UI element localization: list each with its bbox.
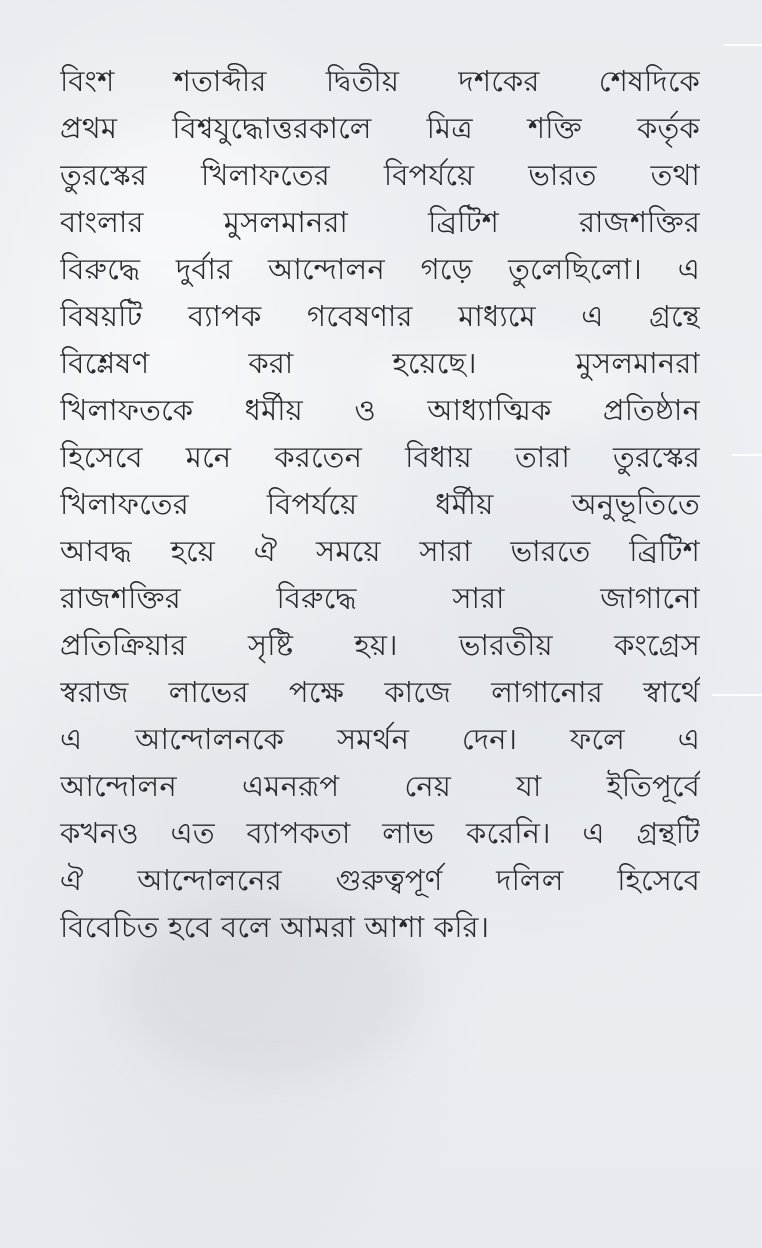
- blurb-line: আন্দোলন এমনরূপ নেয় যা ইতিপূর্বে: [60, 769, 700, 803]
- blurb-line: তুরস্কের খিলাফতের বিপর্যয়ে ভারত তথা: [60, 158, 700, 192]
- blurb-line: খিলাফতকে ধর্মীয় ও আধ্যাত্মিক প্রতিষ্ঠান: [60, 393, 700, 427]
- wrap-edge: [724, 44, 762, 46]
- blurb-line: ঐ আন্দোলনের গুরুত্বপূর্ণ দলিল হিসেবে: [60, 863, 700, 897]
- blurb-line: বিংশ শতাব্দীর দ্বিতীয় দশকের শেষদিকে: [60, 64, 700, 98]
- book-blurb: [60, 58, 700, 1018]
- blurb-line: এ আন্দোলনকে সমর্থন দেন। ফলে এ: [60, 722, 700, 756]
- blurb-line: রাজশক্তির বিরুদ্ধে সারা জাগানো: [60, 581, 700, 615]
- blurb-line: বিশ্লেষণ করা হয়েছে। মুসলমানরা: [60, 346, 700, 380]
- blurb-line: হিসেবে মনে করতেন বিধায় তারা তুরস্কের: [60, 440, 700, 474]
- blurb-line: বিবেচিত হবে বলে আমরা আশা করি।: [60, 910, 490, 944]
- wrap-edge: [732, 454, 762, 456]
- blurb-line: স্বরাজ লাভের পক্ষে কাজে লাগানোর স্বার্থে: [60, 675, 700, 709]
- blurb-line: আবদ্ধ হয়ে ঐ সময়ে সারা ভারতে ব্রিটিশ: [60, 534, 700, 568]
- blurb-line: প্রতিক্রিয়ার সৃষ্টি হয়। ভারতীয় কংগ্রেস: [60, 628, 700, 662]
- blurb-line: বিরুদ্ধে দুর্বার আন্দোলন গড়ে তুলেছিলো। এ: [60, 252, 700, 286]
- blurb-line: বাংলার মুসলমানরা ব্রিটিশ রাজশক্তির: [60, 205, 700, 239]
- blurb-line: বিষয়টি ব্যাপক গবেষণার মাধ্যমে এ গ্রন্থে: [60, 299, 700, 333]
- blurb-line: কখনও এত ব্যাপকতা লাভ করেনি। এ গ্রন্থটি: [60, 816, 700, 850]
- blurb-line: প্রথম বিশ্বযুদ্ধোত্তরকালে মিত্র শক্তি কর্তৃক: [60, 111, 700, 145]
- blurb-line: খিলাফতের বিপর্যয়ে ধর্মীয় অনুভূতিতে: [60, 487, 700, 521]
- wrap-edge: [712, 694, 762, 696]
